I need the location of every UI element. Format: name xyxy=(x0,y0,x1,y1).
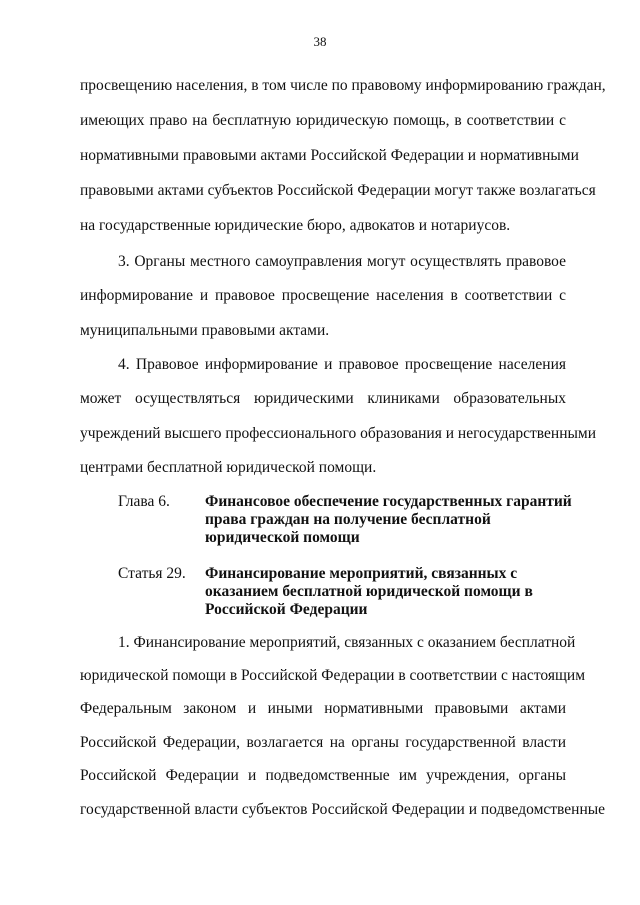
paragraph-line: 3. Органы местного самоуправления могут осуществлять правовое xyxy=(118,253,566,270)
paragraph-line: 4. Правовое информирование и правовое просвещение населения xyxy=(118,356,566,373)
paragraph-line: на государственные юридические бюро, адвокатов и нотариусов. xyxy=(80,217,511,234)
paragraph-line: правовыми актами субъектов Российской Федерации могут также возлагаться xyxy=(80,182,596,199)
paragraph-line: Российской Федерации, возлагается на органы государственной власти xyxy=(80,734,566,751)
article-title-line: Российской Федерации xyxy=(205,601,368,618)
chapter-title-line: Финансовое обеспечение государственных гарантий xyxy=(205,493,572,510)
chapter-label: Глава 6. xyxy=(118,493,170,510)
paragraph-line: нормативными правовыми актами Российской Федерации и нормативными xyxy=(80,147,579,164)
paragraph-line: центрами бесплатной юридической помощи. xyxy=(80,459,377,476)
paragraph-line: Российской Федерации и подведомственные им учреждения, органы xyxy=(80,767,566,784)
paragraph-line: муниципальными правовыми актами. xyxy=(80,322,330,339)
paragraph-line: может осуществляться юридическими клиниками образовательных xyxy=(80,390,566,407)
paragraph-line: 1. Финансирование мероприятий, связанных с оказанием бесплатной xyxy=(118,634,576,651)
paragraph-line: учреждений высшего профессионального образования и негосударственными xyxy=(80,425,597,442)
chapter-title-line: права граждан на получение бесплатной xyxy=(205,511,491,528)
paragraph-line: юридической помощи в Российской Федерации в соответствии с настоящим xyxy=(80,667,586,684)
paragraph-line: просвещению населения, в том числе по правовому информированию граждан, xyxy=(80,77,606,94)
article-title-line: Финансирование мероприятий, связанных с xyxy=(205,565,518,582)
chapter-title-line: юридической помощи xyxy=(205,529,360,546)
page-number: 38 xyxy=(313,34,327,49)
paragraph-line: Федеральным законом и иными нормативными правовыми актами xyxy=(80,700,566,717)
article-title-line: оказанием бесплатной юридической помощи в xyxy=(205,583,533,600)
paragraph-line: государственной власти субъектов Российской Федерации и подведомственные xyxy=(80,801,606,818)
paragraph-line: имеющих право на бесплатную юридическую помощь, в соответствии с xyxy=(80,112,566,129)
article-label: Статья 29. xyxy=(118,565,186,582)
paragraph-line: информирование и правовое просвещение населения в соответствии с xyxy=(80,287,566,304)
